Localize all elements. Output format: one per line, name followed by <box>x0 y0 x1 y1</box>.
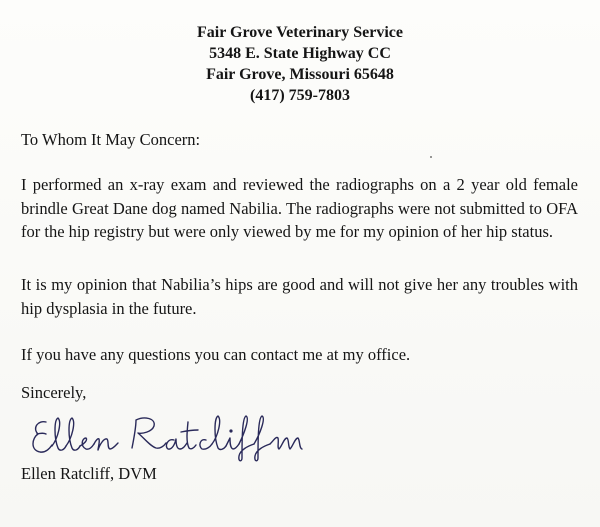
letterhead <box>0 22 600 106</box>
salutation: To Whom It May Concern: <box>21 130 201 149</box>
paper-speck <box>430 156 432 158</box>
paragraph-contact: If you have any questions you can contact me at my office. <box>21 345 411 364</box>
clinic-phone: (417) 759-7803 <box>250 87 350 104</box>
clinic-city: Fair Grove, Missouri 65648 <box>206 66 394 83</box>
closing: Sincerely, <box>21 383 87 402</box>
paragraph-xray-exam: I performed an x-ray exam and reviewed the radiographs on a 2 year old female brindle Great Dane dog named Nabilia. The radiographs were not submitted to OFA for the hip registry but were only viewed by me for my opinion of her hip status. <box>21 175 578 241</box>
paragraph-opinion: It is my opinion that Nabilia’s hips are good and will not give her any troubles with hip dysplasia in the future. <box>21 275 578 318</box>
clinic-address: 5348 E. State Highway CC <box>209 45 391 62</box>
clinic-name: Fair Grove Veterinary Service <box>196 24 403 41</box>
signer-name: Ellen Ratcliff, DVM <box>21 464 157 483</box>
handwritten-signature <box>28 408 308 466</box>
